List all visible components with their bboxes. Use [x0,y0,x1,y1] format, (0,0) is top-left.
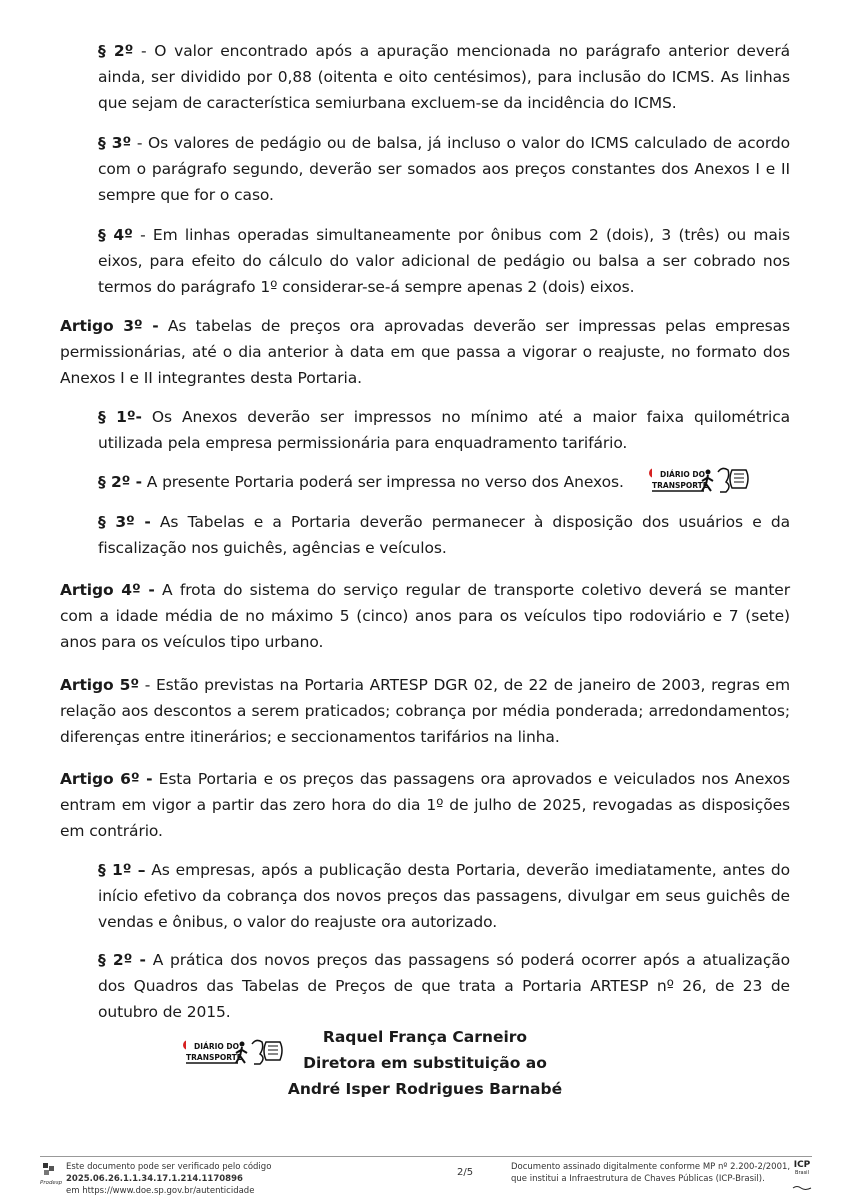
paragraph-lead: § 3º - [98,513,151,531]
verification-prefix: Este documento pode ser verificado pelo código [66,1162,272,1172]
artigo-6-paragraph-1 [98,857,790,935]
artigo-4 [60,577,790,655]
paragraph-text: A presente Portaria poderá ser impressa no verso dos Anexos. [146,473,624,491]
paragraph-separator [146,951,153,969]
paragraph-separator: - [133,42,155,60]
artigo-3-paragraph-2 [98,469,658,495]
paragraph-lead: § 1º – [98,861,146,879]
diario-do-transporte-logo-icon [180,1036,284,1070]
verification-url[interactable]: em https://www.doe.sp.gov.br/autenticidade [66,1186,255,1196]
signature-name: Raquel França Carneiro [322,1028,528,1046]
paragraph-lead: § 2º - [98,951,146,969]
paragraph-lead: § 3º [98,134,132,152]
paragraph-text: As Tabelas e a Portaria deverão permanecer à disposição dos usuários e da fiscalização nos guichês, agências e veículos. [98,513,791,557]
paragraph-separator [155,581,162,599]
paragraph-lead: § 2º - [98,473,142,491]
article-lead: Artigo 3º - [60,317,159,335]
diario-do-transporte-stamp [646,464,750,498]
artigo-5 [60,672,790,750]
paragraph-text: Estão previstas na Portaria ARTESP DGR 02, de 22 de janeiro de 2003, regras em relação aos descontos a serem praticados; cobrança por média ponderada; arredondamentos; diferenças entre itinerários; e seccionamentos tarifários na linha. [60,676,790,746]
paragraph-lead: § 1º- [98,408,142,426]
paragraph-separator [142,408,152,426]
paragraph-separator: - [132,226,153,244]
icp-brasil-logo [790,1161,814,1195]
paragraph-2-icms [98,38,790,116]
footer-signed-notice [511,1161,791,1185]
diario-do-transporte-stamp [180,1036,284,1070]
paragraph-text: As empresas, após a publicação desta Portaria, deverão imediatamente, antes do início efetivo da cobrança dos novos preços das passagens, divulgar em seus guichês de vendas e ônibus, o valor do reajuste ora autorizado. [98,861,791,931]
stamp-line-1: DIÁRIO DO [194,1042,239,1051]
paragraph-lead: § 2º [98,42,134,60]
paragraph-text: O valor encontrado após a apuração mencionada no parágrafo anterior deverá ainda, ser dividido por 0,88 (oitenta e oito centésimos), para inclusão do ICMS. As linhas que sejam de característica semiurbana excluem-se da incidência do ICMS. [98,42,791,112]
article-lead: Artigo 5º [60,676,140,694]
diario-do-transporte-logo-icon [646,464,750,498]
article-lead: Artigo 4º - [60,581,155,599]
artigo-3-paragraph-1 [98,404,790,456]
paragraph-text: As tabelas de preços ora aprovadas deverão ser impressas pelas empresas permissionárias, até o dia anterior à data em que passa a vigorar o reajuste, no formato dos Anexos I e II integrantes desta Portaria. [60,317,790,387]
icp-wave-icon [792,1185,812,1191]
paragraph-text: A frota do sistema do serviço regular de transporte coletivo deverá se manter com a idade média de no máximo 5 (cinco) anos para os veículos tipo rodoviário e 7 (sete) anos para os veículos tipo urbano. [60,581,791,651]
artigo-3-paragraph-3 [98,509,790,561]
stamp-line-1: DIÁRIO DO [660,470,705,479]
artigo-6 [60,766,790,844]
artigo-6-paragraph-2 [98,947,790,1025]
prodesp-label: Prodesp [40,1180,63,1186]
paragraph-text: A prática dos novos preços das passagens só poderá ocorrer após a atualização dos Quadros das Tabelas de Preços de que trata a Portaria ARTESP nº 26, de 23 de outubro de 2015. [98,951,791,1021]
paragraph-text: Em linhas operadas simultaneamente por ônibus com 2 (dois), 3 (três) ou mais eixos, para efeito do cálculo do valor adicional de pedágio ou balsa a ser cobrado nos termos do parágrafo 1º considerar-se-á sempre apenas 2 (dois) eixos. [98,226,790,296]
icp-sub-label: Brasil [795,1170,809,1176]
signed-line-2: que institui a Infraestrutura de Chaves Públicas (ICP-Brasil). [511,1174,765,1184]
footer-verification [66,1161,446,1197]
signature-role: Diretora em substituição ao [303,1054,547,1072]
verification-code: 2025.06.26.1.1.34.17.1.214.1170896 [66,1174,243,1184]
paragraph-4-eixos [98,222,790,300]
stamp-line-2: TRANSPORTE [652,481,708,490]
signed-line-1: Documento assinado digitalmente conforme MP nº 2.200-2/2001, [511,1162,791,1172]
paragraph-text: Os Anexos deverão ser impressos no mínimo até a maior faixa quilométrica utilizada pela empresa permissionária para enquadramento tarifário. [98,408,791,452]
article-lead: Artigo 6º - [60,770,153,788]
stamp-line-2: TRANSPORTE [186,1053,242,1062]
paragraph-text: Esta Portaria e os preços das passagens ora aprovados e veiculados nos Anexos entram em vigor a partir das zero hora do dia 1º de julho de 2025, revogadas as disposições em contrário. [60,770,790,840]
paragraph-text: Os valores de pedágio ou de balsa, já incluso o valor do ICMS calculado de acordo com o parágrafo segundo, deverão ser somados aos preços constantes dos Anexos I e II sempre que for o caso. [98,134,791,204]
paragraph-lead: § 4º [98,226,133,244]
paragraph-separator [151,513,160,531]
icp-label: ICP [793,1160,811,1170]
artigo-3 [60,313,790,391]
signature-name-2: André Isper Rodrigues Barnabé [287,1080,563,1098]
footer-divider [40,1156,812,1157]
paragraph-separator: - [139,676,156,694]
page-number: 2/5 [457,1167,474,1178]
paragraph-3-pedagio [98,130,790,208]
paragraph-separator [159,317,168,335]
prodesp-logo [40,1162,62,1186]
prodesp-logo-icon [40,1162,62,1178]
paragraph-separator: - [131,134,148,152]
